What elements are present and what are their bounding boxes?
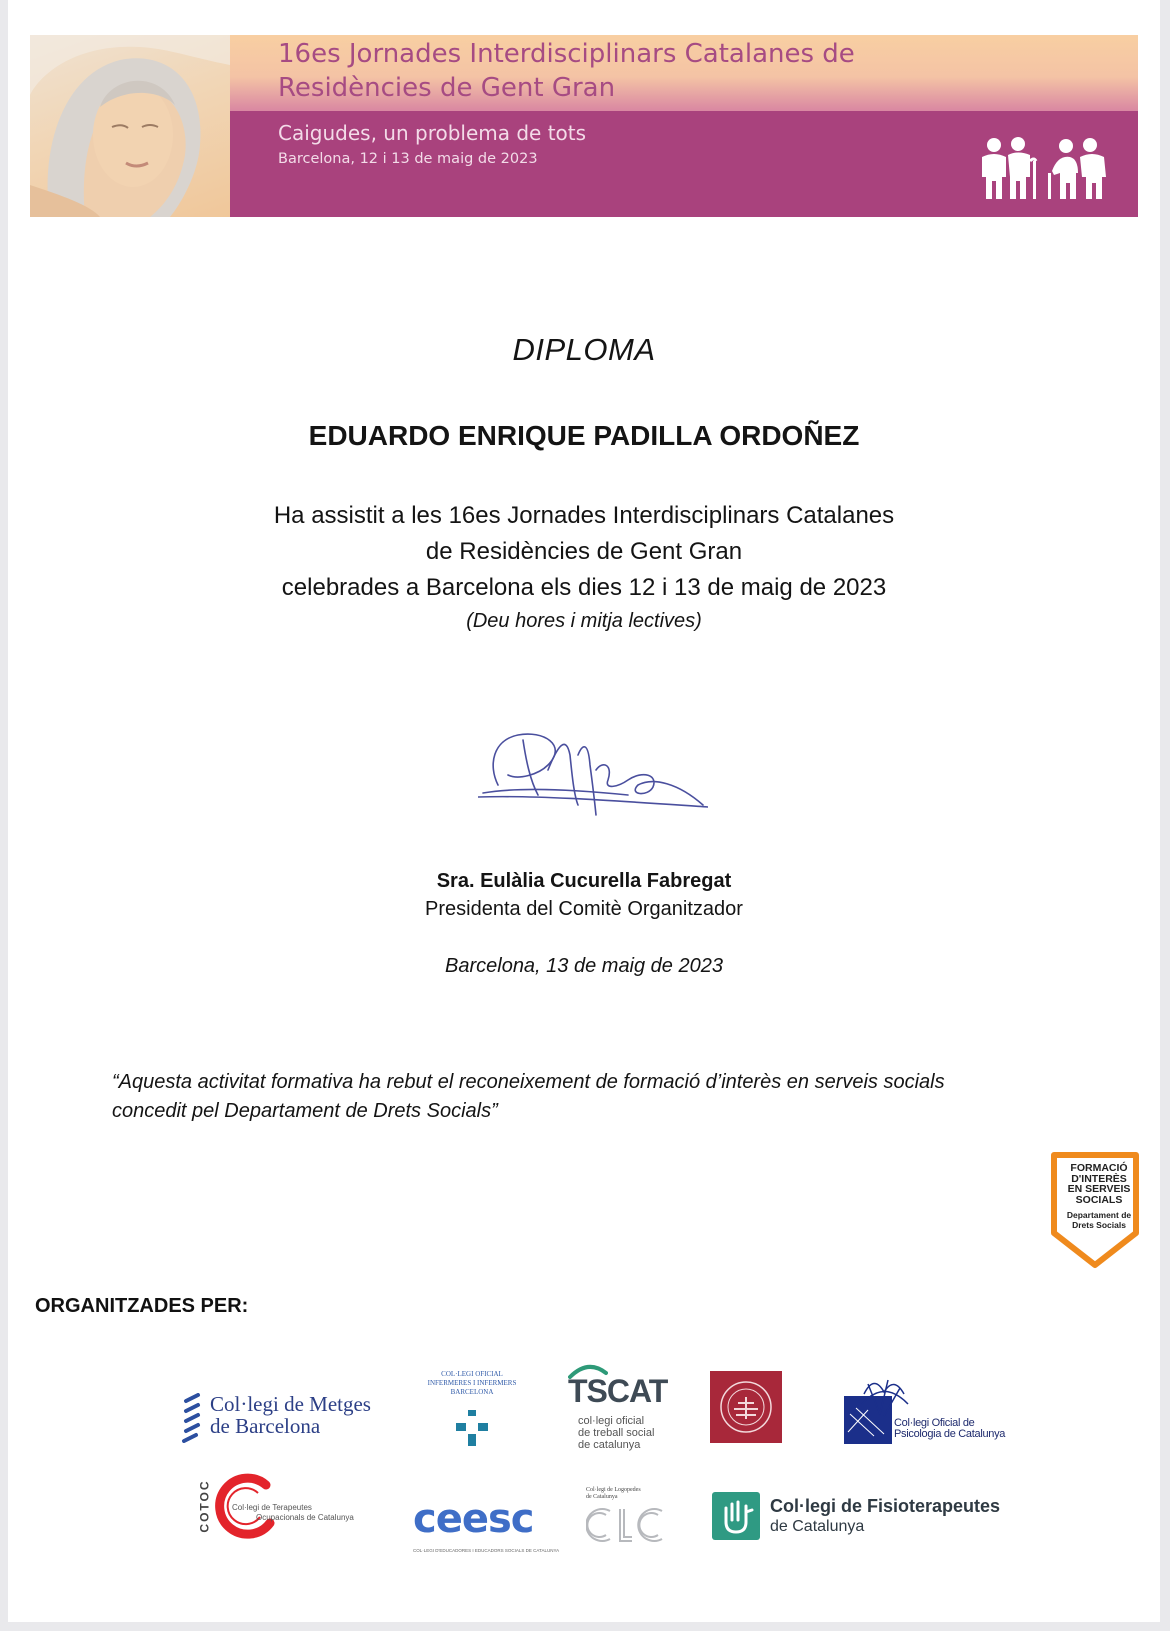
- metges-name: [210, 1393, 371, 1437]
- recognition-line-2: concedit pel Departament de Drets Socials”: [112, 1100, 498, 1122]
- elderly-couple-walker-icon: [1048, 137, 1112, 201]
- logo-clc: [586, 1487, 666, 1549]
- badge-title-line-2: D'INTERÈS: [1071, 1172, 1127, 1185]
- metges-line-1: Col·legi de Metges: [210, 1392, 371, 1416]
- banner-subtitle: Caigudes, un problema de tots: [278, 121, 587, 145]
- banner-title-line2: Residències de Gent Gran: [278, 73, 616, 103]
- logo-metges-barcelona: [180, 1393, 380, 1443]
- cotoc-name: [232, 1503, 354, 1523]
- logo-psicologia-catalunya: [844, 1374, 1014, 1446]
- infermeres-line-2: INFERMERES I INFERMERS: [427, 1379, 517, 1387]
- logo-fisioterapeutes: [712, 1492, 1012, 1542]
- tscat-sub-line-2: de treball social: [578, 1427, 655, 1439]
- ceesc-subtitle: COL·LEGI D'EDUCADORES I EDUCADORS SOCIALS DE CATALUNYA: [413, 1548, 560, 1553]
- tscat-sub-line-1: col·legi oficial: [578, 1415, 645, 1427]
- badge-title: [1062, 1163, 1136, 1205]
- cotoc-acronym: COTOC: [197, 1479, 212, 1533]
- banner-date: Barcelona, 12 i 13 de maig de 2023: [278, 151, 538, 167]
- cotoc-sub-line-2: Ocupacionals de Catalunya: [256, 1513, 354, 1522]
- recipient-name: EDUARDO ENRIQUE PADILLA ORDOÑEZ: [308, 420, 860, 451]
- clc-title: [586, 1487, 641, 1501]
- elderly-woman-photo: [30, 35, 230, 217]
- logo-cotoc: [194, 1473, 384, 1539]
- infermeres-name: [422, 1370, 522, 1397]
- attendance-line-3: celebrades a Barcelona els dies 12 i 13 de maig de 2023: [281, 574, 887, 601]
- header-banner: [30, 35, 1138, 217]
- badge-dept-line-1: Departament de: [1066, 1210, 1132, 1220]
- fisio-hand-icon: [712, 1492, 760, 1540]
- attendance-line-2: de Residències de Gent Gran: [425, 538, 743, 565]
- ceesc-name: ceesc: [413, 1496, 534, 1542]
- fisio-line-1: Col·legi de Fisioterapeutes: [770, 1496, 1001, 1516]
- attendance-statement: [8, 498, 1160, 606]
- diploma-page: [8, 0, 1160, 1622]
- signer-name: Sra. Eulàlia Cucurella Fabregat: [436, 870, 732, 892]
- lecture-hours: (Deu hores i mitja lectives): [466, 610, 702, 632]
- logo-ceesc: [413, 1496, 560, 1556]
- psicologia-name: [894, 1418, 1005, 1440]
- organizers-label: ORGANITZADES PER:: [35, 1295, 249, 1317]
- elderly-couple-cane-icon: [978, 137, 1044, 201]
- logo-infermeres-barcelona: [422, 1370, 522, 1450]
- attendance-line-1: Ha assistit a les 16es Jornades Interdisciplinars Catalanes: [273, 502, 895, 529]
- cotoc-sub-line-1: Col·legi de Terapeutes: [232, 1503, 312, 1512]
- tscat-subtitle: [578, 1415, 654, 1451]
- signer-role: Presidenta del Comitè Organitzador: [425, 898, 743, 920]
- clc-title-line-1: Col·legi de Logopedes: [586, 1487, 641, 1493]
- metges-caduceus-icon: [180, 1393, 204, 1443]
- tscat-sub-line-3: de catalunya: [578, 1439, 641, 1451]
- diploma-heading: DIPLOMA: [512, 332, 656, 367]
- badge-title-line-4: SOCIALS: [1075, 1193, 1123, 1206]
- banner-title-band: [230, 35, 1138, 111]
- banner-subtitle-band: [230, 111, 1138, 217]
- tscat-acronym: TSCAT: [568, 1373, 668, 1409]
- badge-dept-line-2: Drets Socials: [1072, 1220, 1126, 1230]
- nursing-cross-icon: [452, 1410, 492, 1446]
- banner-title-line1: 16es Jornades Interdisciplinars Catalanes de: [278, 39, 855, 69]
- badge-department: [1062, 1210, 1136, 1230]
- psicologia-line-1: Col·legi Oficial de: [894, 1417, 975, 1429]
- handwritten-signature: [478, 725, 708, 825]
- badge-title-line-3: EN SERVEIS: [1067, 1183, 1131, 1195]
- issue-place-date: Barcelona, 13 de maig de 2023: [445, 955, 723, 977]
- psicologia-line-2: Psicologia de Catalunya: [894, 1428, 1006, 1440]
- recognition-line-1: “Aquesta activitat formativa ha rebut el reconeixement de formació d’interès en serveis socials: [112, 1071, 945, 1093]
- fisio-line-2: de Catalunya: [770, 1518, 865, 1535]
- logo-emblem-seal: [710, 1371, 782, 1443]
- metges-line-2: de Barcelona: [210, 1414, 321, 1438]
- clc-title-line-2: de Catalunya: [586, 1494, 618, 1500]
- clc-lettermark-icon: [586, 1505, 666, 1545]
- infermeres-line-3: BARCELONA: [450, 1388, 494, 1396]
- recognition-statement: [112, 1068, 1032, 1126]
- infermeres-line-1: COL·LEGI OFICIAL: [441, 1370, 503, 1378]
- logo-tscat: [568, 1363, 678, 1453]
- badge-title-line-1: FORMACIÓ: [1070, 1162, 1128, 1174]
